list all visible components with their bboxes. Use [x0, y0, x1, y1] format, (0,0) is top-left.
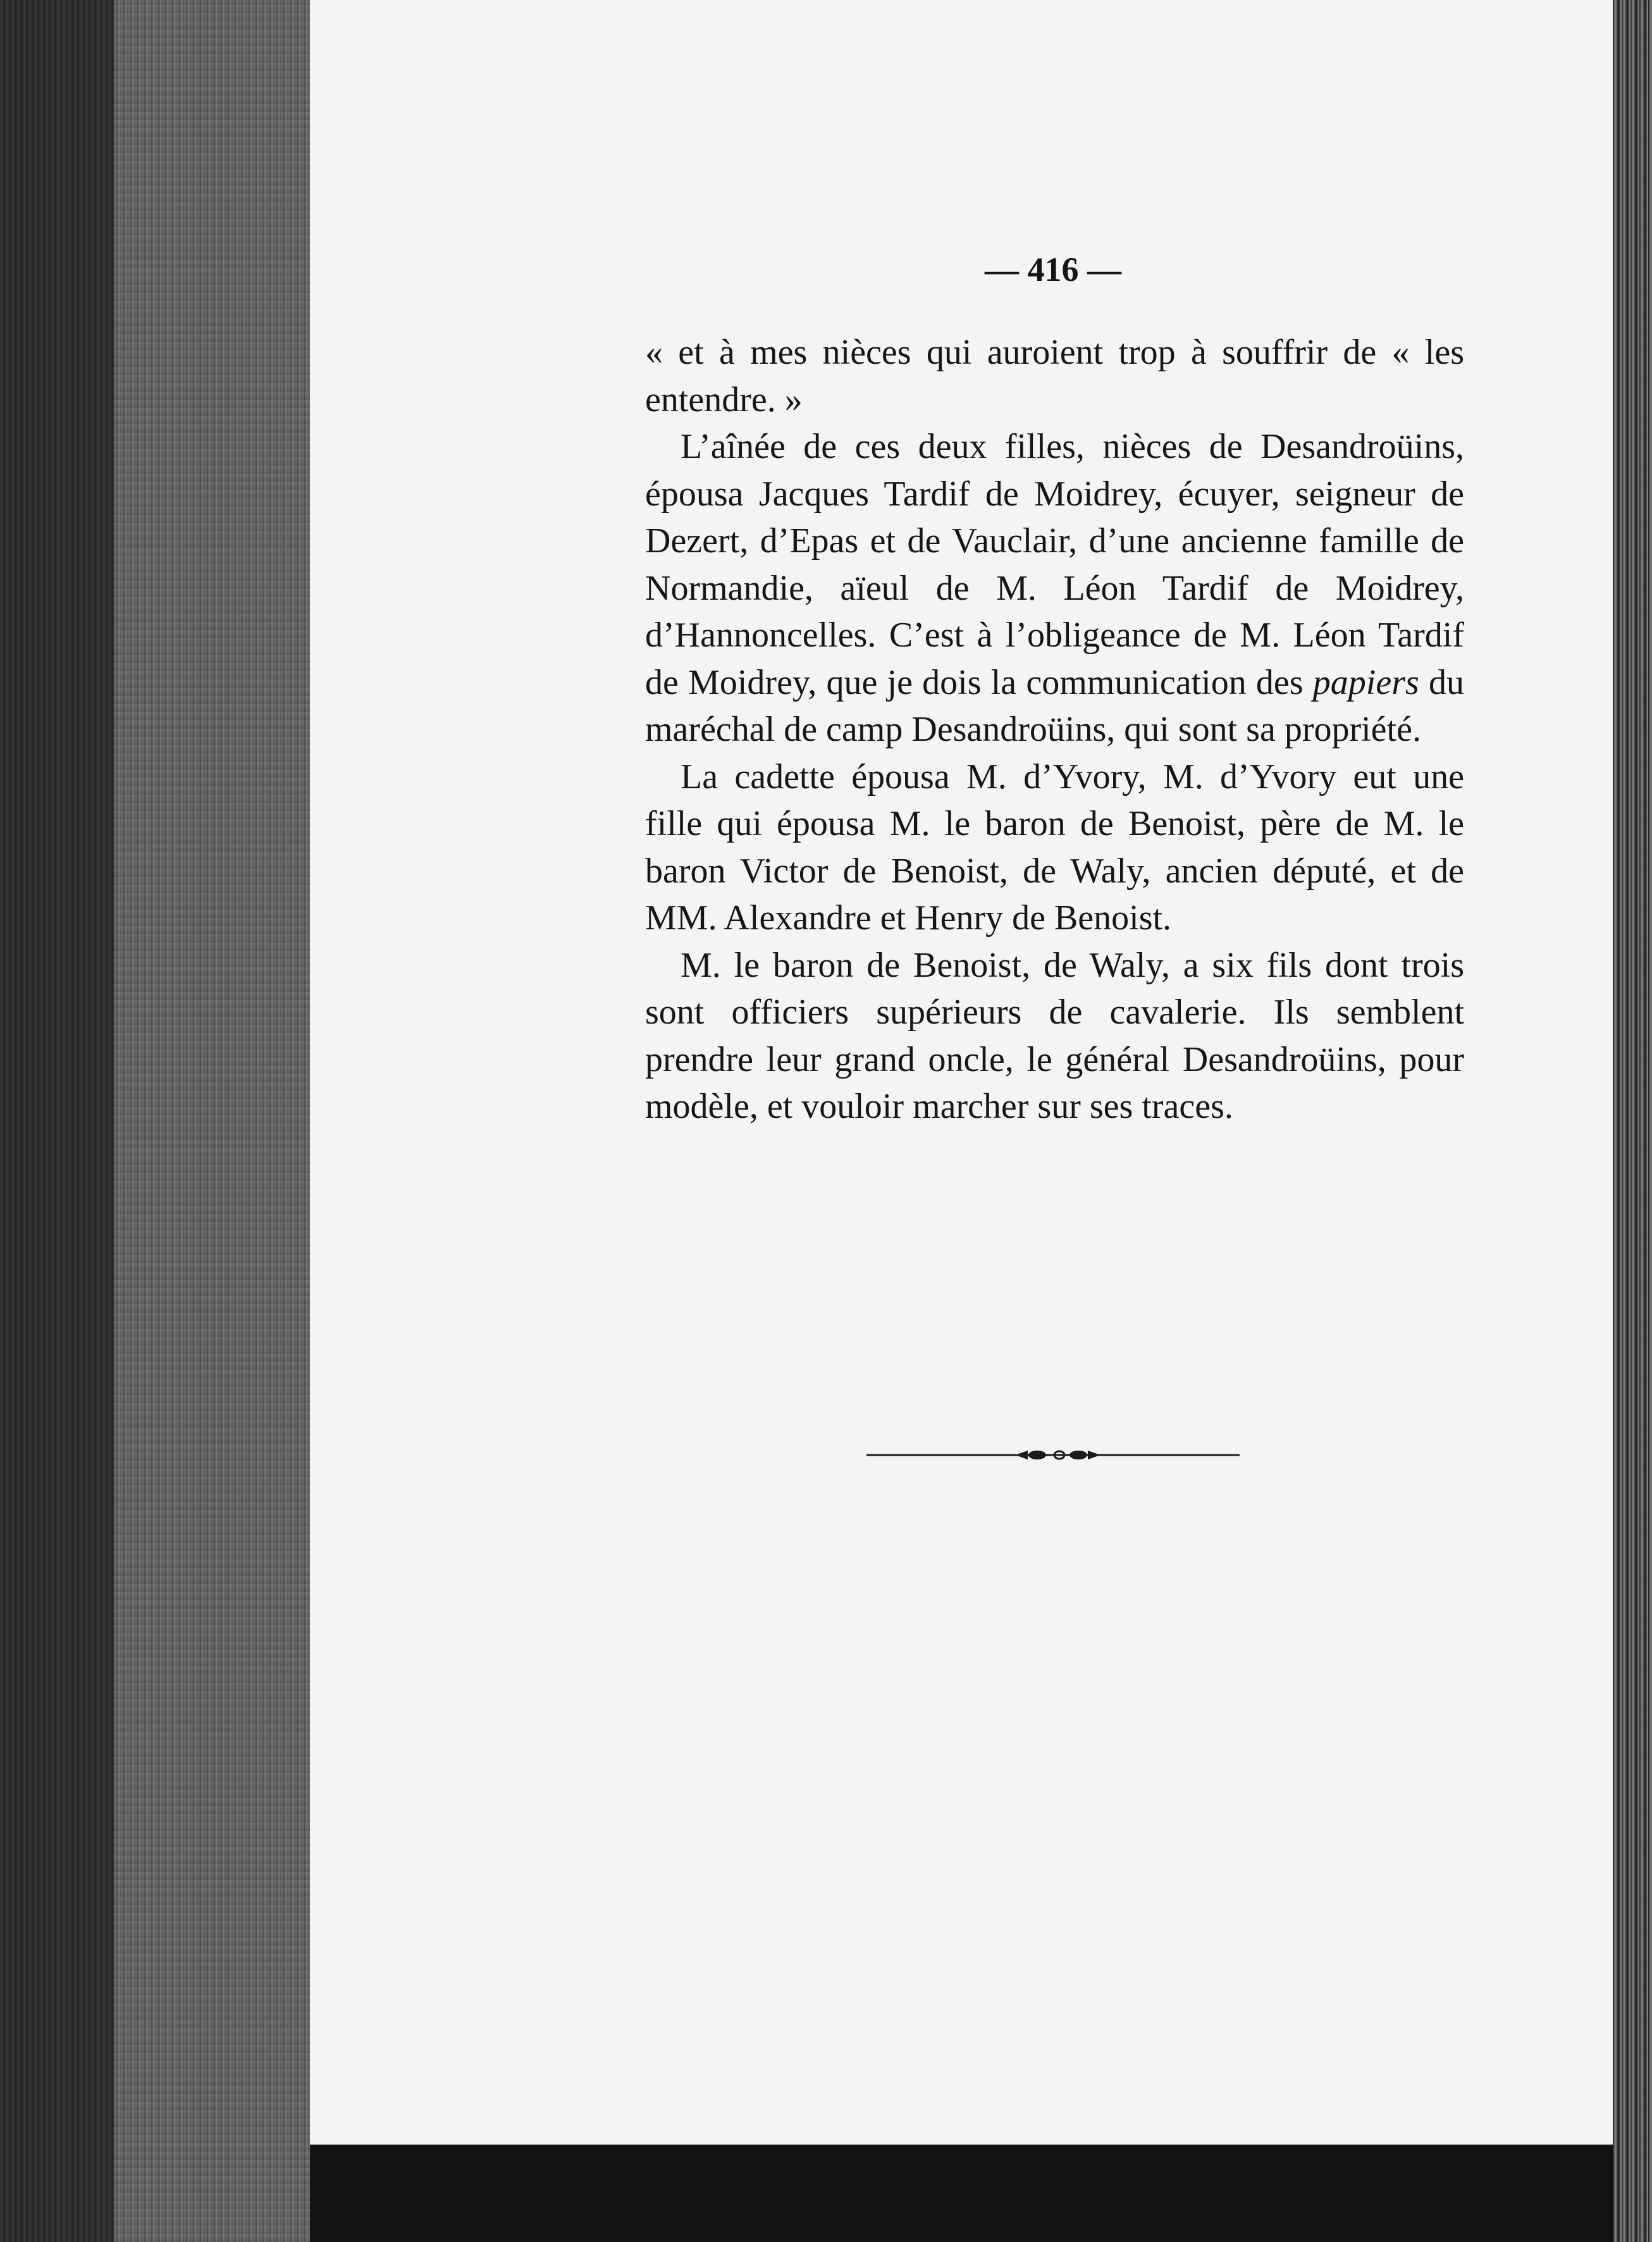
page-edge-left [114, 0, 310, 2242]
paragraph-3: La cadette épousa M. d’Yvory, M. d’Yvory eut une fille qui épousa M. le baron de Benoist, père de M. le baron Victor de Benoist, de Waly, ancien député, et de MM. Alexandre et Henry de Benoist. [645, 757, 1464, 938]
paragraph-2-end: du maréchal de camp Desandroüins, qui sont sa propriété. [645, 662, 1465, 749]
paragraph-2-text: L’aînée de ces deux filles, nièces de Desandroüins, épousa Jacques Tardif de Moidrey, écuyer, seigneur de Dezert, d’Epas et de Vauclair, d’une ancienne famille de Normandie, aïeul de M. Léon Tardif de Moidrey, d’Hannoncelles. C’est à l’obligeance de M. Léon Tardif de Moidrey, que je dois la communication des [645, 427, 1464, 702]
book-binding [0, 0, 126, 2242]
paragraph-2 [645, 423, 1464, 753]
page-edge-bottom [310, 2145, 1613, 2242]
paragraph-4: M. le baron de Benoist, de Waly, a six fils dont trois sont officiers supérieurs de cavalerie. Ils semblent prendre leur grand oncle, le général Desandroüins, pour modèle, et vouloir marcher sur ses traces. [645, 945, 1464, 1126]
paragraph-1: « et à mes nièces qui auroient trop à souffrir de « les entendre. » [645, 333, 1464, 419]
page-edge-right [1613, 0, 1652, 2242]
body-text [645, 329, 1464, 1130]
end-ornament [866, 1442, 1240, 1468]
page-number: — 416 — [985, 251, 1121, 288]
italic-papiers: papiers [1312, 662, 1419, 702]
